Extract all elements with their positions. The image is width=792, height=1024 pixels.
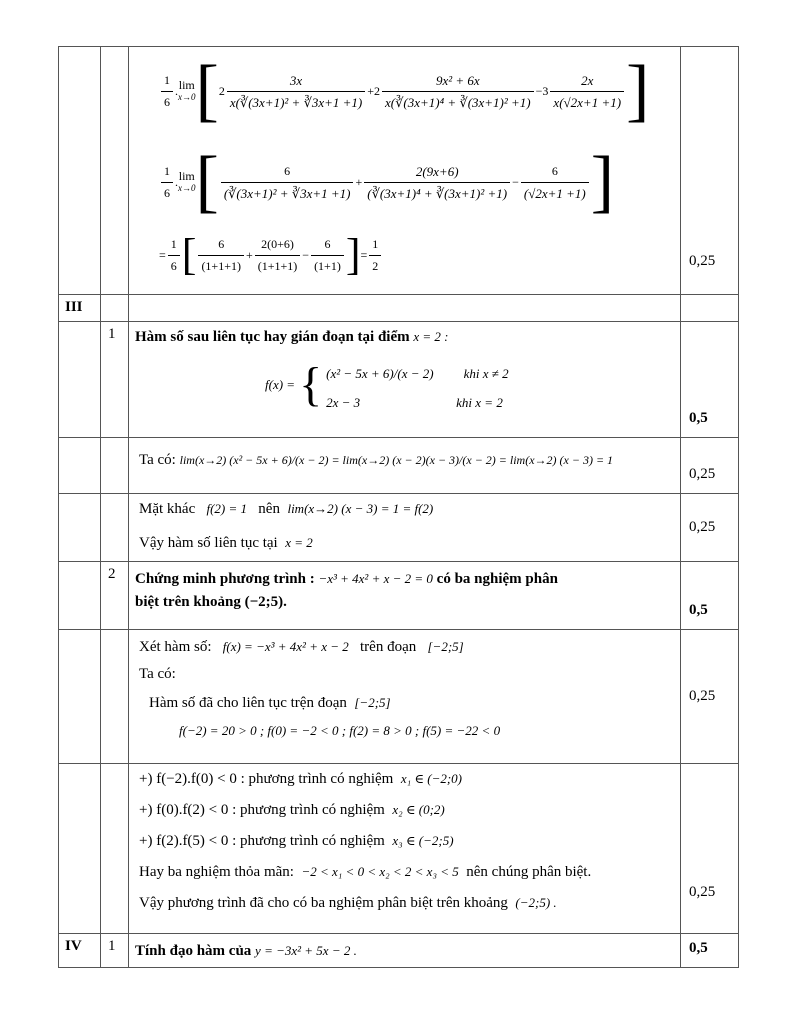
- case-1-expr: (x² − 5x + 6)/(x − 2): [326, 366, 434, 381]
- step-1-cell: [129, 438, 681, 494]
- case-2-cond: khi x = 2: [456, 395, 503, 410]
- fx-label: f(x) =: [265, 377, 296, 392]
- answer-table: [58, 46, 739, 968]
- iii-2-step-1-cell: [129, 630, 681, 764]
- step-2-e: Vậy hàm số liên tục tại: [139, 535, 278, 551]
- points-iii-1-step-2: 0,25: [681, 494, 739, 562]
- q2-title-int: (−2;5).: [244, 594, 287, 610]
- question-number: 1: [101, 322, 129, 438]
- points-iii-2: 0,5: [681, 562, 739, 630]
- s2-l5a: Vậy phương trình đã cho có ba nghiệm phân biệt trên khoảng: [139, 895, 508, 911]
- step-2-cell: [129, 494, 681, 562]
- sub-cell-empty: [101, 764, 129, 934]
- iv-1-title: Tính đạo hàm của: [135, 943, 252, 959]
- question-point: x = 2 :: [413, 329, 449, 344]
- question-title: Hàm số sau liên tục hay gián đoạn tại điểm: [135, 329, 410, 345]
- s2-l3b: : phương trình có nghiệm: [232, 833, 385, 849]
- step-2-f: x = 2: [285, 535, 313, 550]
- s2-l1b: : phương trình có nghiệm: [240, 771, 394, 787]
- iii-2-step-2-cell: [129, 764, 681, 934]
- q2-title-c: biệt trên khoảng: [135, 594, 241, 610]
- sub-cell-empty: [101, 295, 129, 322]
- s1-d: [−2;5]: [427, 639, 464, 654]
- points-cell-empty: [681, 295, 739, 322]
- s1-a: Xét hàm số:: [139, 639, 212, 655]
- s1-g: [−2;5]: [354, 695, 391, 710]
- step-2-b: f(2) = 1: [206, 501, 248, 516]
- row-section-iii: [59, 295, 739, 322]
- section-cell-empty: [59, 562, 101, 630]
- section-label-iv: IV: [59, 934, 101, 968]
- limit-work-cell: [129, 47, 681, 295]
- sub-cell-empty: [101, 630, 129, 764]
- s2-l4c: nên chúng phân biệt.: [466, 864, 592, 880]
- q2-title-b: có ba nghiệm phân: [436, 571, 558, 587]
- s2-l4a: Hay ba nghiệm thỏa mãn:: [139, 864, 294, 880]
- section-cell-empty: [59, 764, 101, 934]
- s1-e: Ta có:: [139, 666, 176, 682]
- row-section-iv: [59, 934, 739, 968]
- points-iii-2-step-2: 0,25: [681, 764, 739, 934]
- row-iii-2-step-2: [59, 764, 739, 934]
- step-2-a: Mặt khác: [139, 501, 196, 517]
- q2-title-a: Chứng minh phương trình :: [135, 571, 315, 587]
- question-number: 2: [101, 562, 129, 630]
- piecewise-function: f(x) = { (x² − 5x + 6)/(x − 2) khi x ≠ 2 2x − 3 khi x = 2: [265, 358, 509, 411]
- q2-title-eq: −x³ + 4x² + x − 2 = 0: [318, 571, 433, 586]
- points-iii-1: 0,5: [681, 322, 739, 438]
- section-cell-empty: [59, 322, 101, 438]
- section-label-iii: III: [59, 295, 101, 322]
- sub-cell-empty: [101, 47, 129, 295]
- s2-l4b: −2 < x₁ < 0 < x₂ < 2 < x₃ < 5: [301, 864, 459, 879]
- s2-l2c: x₂ ∈ (0;2): [392, 802, 445, 817]
- step-2-d: lim(x→2) (x − 3) = 1 = f(2): [287, 501, 434, 516]
- question-iv-1: [129, 934, 681, 968]
- s1-c: trên đoạn: [360, 639, 417, 655]
- equation-1: $\frac{1}{6}$ . lim x→0 [ 2 $\frac{3x}{\text{x(∛(3x+1)² + ∛3x+1 +1)}}$ +2 $\frac{\text{9x² + 6x}}{\text{x(∛(3x+1)⁴ + ∛(3x+1)² +1)}}$ −3 $\frac{2x}{x(√2x+1 +1)}$ ]: [159, 51, 680, 131]
- case-2-expr: 2x − 3: [326, 395, 361, 410]
- sub-cell-empty: [101, 438, 129, 494]
- question-number: 1: [101, 934, 129, 968]
- content-cell-empty: [129, 295, 681, 322]
- sub-cell-empty: [101, 494, 129, 562]
- s1-f: Hàm số đã cho liên tục trện đoạn: [149, 695, 347, 711]
- row-iii-2-question: [59, 562, 739, 630]
- step-2-c: nên: [258, 501, 280, 517]
- question-iii-2: [129, 562, 681, 630]
- row-iii-2-step-1: [59, 630, 739, 764]
- equation-2: $\frac{1}{6}$ . lim x→0 [ $\frac{6}{\text{(∛(3x+1)² + ∛3x+1 +1)}}$ + $\frac{2(9x+6)}{\text{(∛(3x+1)⁴ + ∛(3x+1)² +1)}}$ − $\frac{6}{(√2x+1 +1)}$ ]: [159, 141, 680, 223]
- points-iv-1: 0,5: [681, 934, 739, 968]
- s2-l2b: : phương trình có nghiệm: [232, 802, 385, 818]
- row-iii-1-question: [59, 322, 739, 438]
- case-1-cond: khi x ≠ 2: [463, 366, 509, 381]
- s2-l1c: x₁ ∈ (−2;0): [400, 771, 463, 786]
- s2-l1a: +) f(−2).f(0) < 0: [139, 771, 237, 787]
- s2-l3a: +) f(2).f(5) < 0: [139, 833, 229, 849]
- s2-l2a: +) f(0).f(2) < 0: [139, 802, 229, 818]
- iv-1-expr: y = −3x² + 5x − 2 .: [255, 943, 357, 958]
- points-limit: 0,25: [681, 47, 739, 295]
- s1-h: f(−2) = 20 > 0 ; f(0) = −2 < 0 ; f(2) = 8 > 0 ; f(5) = −22 < 0: [179, 723, 501, 738]
- s2-l5b: (−2;5) .: [515, 895, 557, 910]
- step-1-expr: lim(x→2) (x² − 5x + 6)/(x − 2) = lim(x→2) (x − 2)(x − 3)/(x − 2) = lim(x→2) (x − 3) = 1: [179, 453, 614, 467]
- s1-b: f(x) = −x³ + 4x² + x − 2: [222, 639, 349, 654]
- section-cell-empty: [59, 494, 101, 562]
- points-iii-1-step-1: 0,25: [681, 438, 739, 494]
- row-iii-1-step-1: [59, 438, 739, 494]
- section-cell-empty: [59, 438, 101, 494]
- points-iii-2-step-1: 0,25: [681, 630, 739, 764]
- row-iii-1-step-2: [59, 494, 739, 562]
- s2-l3c: x₃ ∈ (−2;5): [392, 833, 454, 848]
- equation-3: = $\frac{1}{6}$ [ $\frac{6}{(1+1+1)}$ + $\frac{2(0+6)}{(1+1+1)}$ − $\frac{6}{(1+1)}$ ] = $\frac{1}{2}$: [159, 227, 680, 283]
- row-limit-continuation: [59, 47, 739, 295]
- section-cell-empty: [59, 47, 101, 295]
- section-cell-empty: [59, 630, 101, 764]
- step-1-label: Ta có:: [139, 452, 176, 468]
- question-iii-1: [129, 322, 681, 438]
